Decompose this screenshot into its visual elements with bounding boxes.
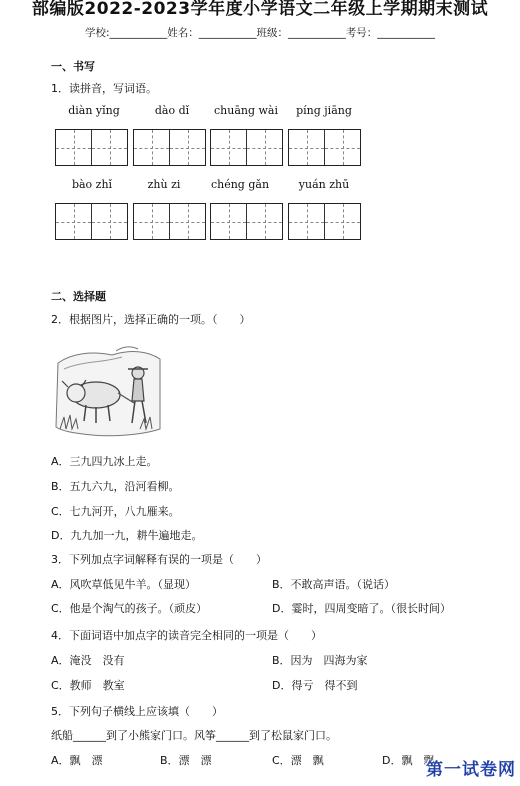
question-5: 5．下列句子横线上应该填（ ） — [51, 705, 223, 718]
site-watermark: 第一试卷网 — [426, 760, 516, 780]
writing-grid[interactable] — [288, 203, 361, 240]
pinyin-label: diàn yǐng — [68, 104, 120, 117]
writing-grid[interactable] — [55, 129, 128, 166]
farmer-ox-illustration — [52, 343, 164, 439]
option-2a[interactable]: A．三九四九冰上走。 — [51, 455, 158, 468]
option-3a[interactable]: A．风吹草低见牛羊。（显现） — [51, 578, 197, 591]
question-4: 4．下面词语中加点字的读音完全相同的一项是（ ） — [51, 629, 322, 642]
question-3: 3．下列加点字词解释有误的一项是（ ） — [51, 553, 267, 566]
writing-grid[interactable] — [210, 129, 283, 166]
pinyin-label: zhù zi — [147, 178, 181, 191]
option-2b[interactable]: B．五九六九，沿河看柳。 — [51, 480, 180, 493]
pinyin-label: dào dǐ — [154, 104, 190, 117]
option-3c[interactable]: C．他是个淘气的孩子。（顽皮） — [51, 602, 208, 615]
pinyin-label: chuāng wài — [213, 104, 278, 117]
option-5a[interactable]: A．飘 漂 — [51, 754, 103, 767]
option-3b[interactable]: B．不敢高声语。（说话） — [272, 578, 396, 591]
option-2d[interactable]: D．九九加一九，耕牛遍地走。 — [51, 529, 203, 542]
option-4d[interactable]: D．得亏 得不到 — [272, 679, 358, 692]
option-5d[interactable]: D．飘 飘 — [382, 754, 435, 767]
writing-grid[interactable] — [133, 129, 206, 166]
writing-grid[interactable] — [210, 203, 283, 240]
option-4a[interactable]: A．淹没 没有 — [51, 654, 125, 667]
writing-grid[interactable] — [288, 129, 361, 166]
option-3d[interactable]: D．霎时，四周变暗了。（很长时间） — [272, 602, 451, 615]
option-4c[interactable]: C．教师 教室 — [51, 679, 125, 692]
pinyin-label: yuán zhū — [298, 178, 350, 191]
section-heading-writing: 一、书写 — [51, 60, 95, 73]
writing-grid[interactable] — [55, 203, 128, 240]
pinyin-label: bào zhǐ — [71, 178, 113, 191]
option-4b[interactable]: B．因为 四海为家 — [272, 654, 368, 667]
question-1: 1．读拼音，写词语。 — [51, 82, 157, 95]
option-5c[interactable]: C．漂 飘 — [272, 754, 324, 767]
section-heading-choice: 二、选择题 — [51, 290, 106, 303]
writing-grid[interactable] — [133, 203, 206, 240]
question-2: 2．根据图片，选择正确的一项。（ ） — [51, 313, 251, 326]
page-title: 部编版2022-2023学年度小学语文二年级上学期期末测试 — [31, 0, 489, 19]
option-5b[interactable]: B．漂 漂 — [160, 754, 212, 767]
pinyin-label: chéng gǎn — [210, 178, 270, 191]
option-2c[interactable]: C．七九河开，八九雁来。 — [51, 505, 180, 518]
question-5-sentence: 纸船______到了小熊家门口。风筝______到了松鼠家门口。 — [51, 729, 337, 742]
pinyin-label: píng jiāng — [296, 104, 352, 117]
student-info-line: 学校:___________姓名：___________班级：___________考号：___________ — [84, 27, 436, 39]
